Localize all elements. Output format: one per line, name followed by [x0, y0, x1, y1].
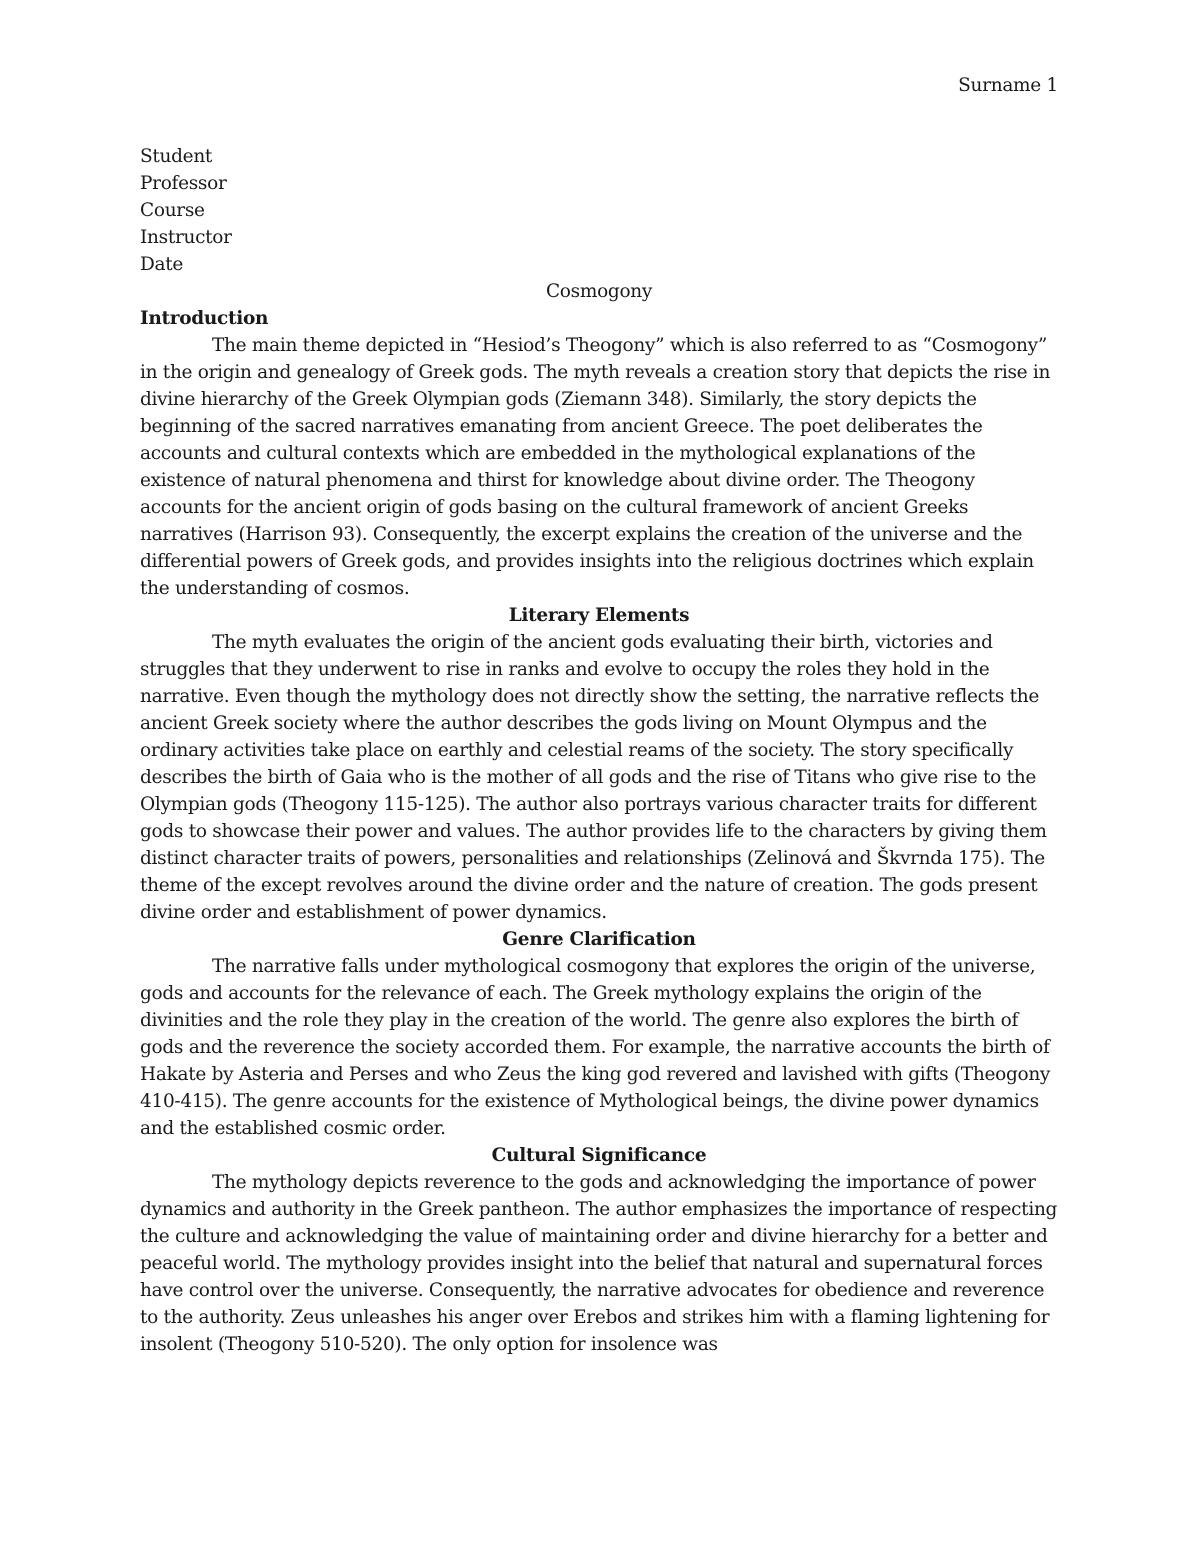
section-heading-introduction: Introduction: [140, 308, 269, 329]
instructor-line: Instructor: [140, 227, 232, 248]
professor-line: Professor: [140, 173, 227, 194]
section-heading-cultural-significance: Cultural Significance: [491, 1145, 707, 1166]
paper-title: Cosmogony: [545, 281, 653, 302]
paragraph-literary-elements: The myth evaluates the origin of the ancient gods evaluating their birth, victories and struggles that they underwent to rise in ranks and evolve to occupy the roles they hold in the narrative. Even though the mythology does not directly show the setting, the narrative reflects the ancient Greek society where the author describes the gods living on Mount Olympus and the ordinary activities take place on earthly and celestial reams of the society. The story specifically describes the birth of Gaia who is the mother of all gods and the rise of Titans who give rise to the Olympian gods (Theogony 115-125). The author also portrays various character traits for different gods to showcase their power and values. The author provides life to the characters by giving them distinct character traits of powers, personalities and relationships (Zelinová and Škvrnda 175). The theme of the except revolves around the divine order and the nature of creation. The gods present divine order and establishment of power dynamics.: [140, 632, 1047, 923]
student-line: Student: [140, 146, 213, 167]
course-line: Course: [140, 200, 205, 221]
date-line: Date: [140, 254, 184, 275]
section-heading-genre-clarification: Genre Clarification: [502, 929, 696, 950]
page-content: [140, 143, 1058, 1358]
heading-block: [140, 143, 1058, 278]
paragraph-genre-clarification: The narrative falls under mythological cosmogony that explores the origin of the universe, gods and accounts for the relevance of each. The Greek mythology explains the origin of the divinities and the role they play in the creation of the world. The genre also explores the birth of gods and the reverence the society accorded them. For example, the narrative accounts the birth of Hakate by Asteria and Perses and who Zeus the king god revered and lavished with gifts (Theogony 410-415). The genre accounts for the existence of Mythological beings, the divine power dynamics and the established cosmic order.: [140, 956, 1051, 1139]
section-heading-literary-elements: Literary Elements: [508, 605, 690, 626]
running-head: Surname 1: [958, 75, 1058, 96]
paragraph-introduction: The main theme depicted in “Hesiod’s Theogony” which is also referred to as “Cosmogony” in the origin and genealogy of Greek gods. The myth reveals a creation story that depicts the rise in divine hierarchy of the Greek Olympian gods (Ziemann 348). Similarly, the story depicts the beginning of the sacred narratives emanating from ancient Greece. The poet deliberates the accounts and cultural contexts which are embedded in the mythological explanations of the existence of natural phenomena and thirst for knowledge about divine order. The Theogony accounts for the ancient origin of gods basing on the cultural framework of ancient Greeks narratives (Harrison 93). Consequently, the excerpt explains the creation of the universe and the differential powers of Greek gods, and provides insights into the religious doctrines which explain the understanding of cosmos.: [140, 335, 1051, 599]
paragraph-cultural-significance: The mythology depicts reverence to the gods and acknowledging the importance of power dynamics and authority in the Greek pantheon. The author emphasizes the importance of respecting the culture and acknowledging the value of maintaining order and divine hierarchy for a better and peaceful world. The mythology provides insight into the belief that natural and supernatural forces have control over the universe. Consequently, the narrative advocates for obedience and reverence to the authority. Zeus unleashes his anger over Erebos and strikes him with a flaming lightening for insolent (Theogony 510-520). The only option for insolence was: [140, 1172, 1058, 1355]
